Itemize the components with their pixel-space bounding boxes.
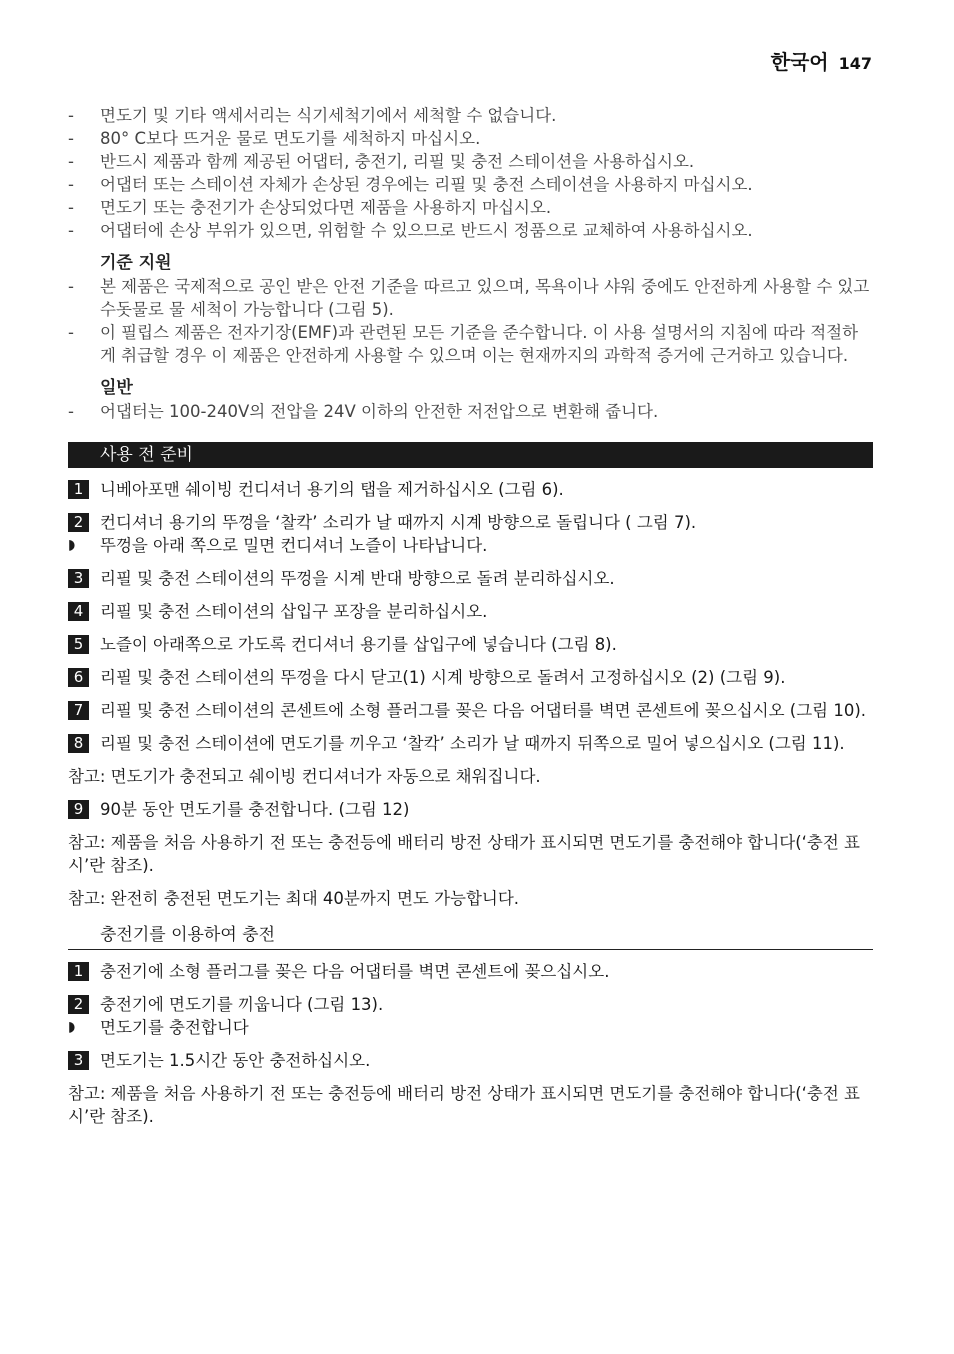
- step-item: 8 리필 및 충전 스테이션에 면도기를 끼우고 ‘찰칵’ 소리가 날 때까지 뒤쪽으로 밀어 넣으십시오 (그림 11).: [68, 732, 873, 755]
- general-list: [68, 400, 873, 423]
- list-item: - 어댑터 또는 스테이션 자체가 손상된 경우에는 리필 및 충전 스테이션을 사용하지 마십시오.: [68, 175, 753, 194]
- step-item: 2 충전기에 면도기를 끼웁니다 (그림 13). ◗ 면도기를 충전합니다: [68, 993, 873, 1039]
- step-result: ◗ 뚜껑을 아래 쪽으로 밀면 컨디셔너 노즐이 나타납니다.: [68, 536, 488, 555]
- list-item: - 어댑터에 손상 부위가 있으면, 위험할 수 있으므로 반드시 정품으로 교체하여 사용하십시오.: [68, 221, 753, 240]
- charger-steps: [68, 960, 873, 1128]
- section-heading-bar: 사용 전 준비: [68, 442, 873, 468]
- list-item: - 면도기 및 기타 액세서리는 식기세척기에서 세척할 수 없습니다.: [68, 106, 557, 125]
- note-text: 참고: 완전히 충전된 면도기는 최대 40분까지 면도 가능합니다.: [68, 889, 520, 908]
- note-text: 참고: 제품을 처음 사용하기 전 또는 충전등에 배터리 방전 상태가 표시되면 면도기를 충전해야 합니다(‘충전 표시’란 참조).: [68, 833, 860, 875]
- list-item: - 어댑터는 100-240V의 전압을 24V 이하의 안전한 저전압으로 변환해 줍니다.: [68, 402, 659, 421]
- warning-list: [68, 104, 873, 242]
- note-text: 참고: 제품을 처음 사용하기 전 또는 충전등에 배터리 방전 상태가 표시되면 면도기를 충전해야 합니다(‘충전 표시’란 참조).: [68, 1084, 860, 1126]
- step-item: 4 리필 및 충전 스테이션의 삽입구 포장을 분리하십시오.: [68, 600, 873, 623]
- step-item: 9 90분 동안 면도기를 충전합니다. (그림 12): [68, 798, 873, 821]
- step-item: 1 충전기에 소형 플러그를 꽂은 다음 어댑터를 벽면 콘센트에 꽂으십시오.: [68, 960, 873, 983]
- step-item: 7 리필 및 충전 스테이션의 콘센트에 소형 플러그를 꽂은 다음 어댑터를 벽면 콘센트에 꽂으십시오 (그림 10).: [68, 699, 873, 722]
- step-item: 2 컨디셔너 용기의 뚜껑을 ‘찰칵’ 소리가 날 때까지 시계 방향으로 돌립니다 ( 그림 7). ◗ 뚜껑을 아래 쪽으로 밀면 컨디셔너 노즐이 나타납니다.: [68, 511, 873, 557]
- note-text: 참고: 면도기가 충전되고 쉐이빙 컨디셔너가 자동으로 채워집니다.: [68, 767, 541, 786]
- charger-heading: 충전기를 이용하여 충전: [68, 924, 873, 950]
- step-item: 1 니베아포맨 쉐이빙 컨디셔너 용기의 탭을 제거하십시오 (그림 6).: [68, 478, 873, 501]
- page-number: 147: [838, 54, 872, 73]
- document-body: [68, 104, 873, 1138]
- step-item: 3 리필 및 충전 스테이션의 뚜껑을 시계 반대 방향으로 돌려 분리하십시오.: [68, 567, 873, 590]
- language-label: 한국어: [770, 50, 829, 74]
- compliance-list: [68, 275, 873, 367]
- step-item: 5 노즐이 아래쪽으로 가도록 컨디셔너 용기를 삽입구에 넣습니다 (그림 8).: [68, 633, 873, 656]
- result-marker-icon: ◗: [68, 537, 76, 553]
- result-marker-icon: ◗: [68, 1019, 76, 1035]
- list-item: - 반드시 제품과 함께 제공된 어댑터, 충전기, 리필 및 충전 스테이션을 사용하십시오.: [68, 152, 695, 171]
- step-result: ◗ 면도기를 충전합니다: [68, 1018, 249, 1037]
- general-heading: 일반: [100, 378, 133, 398]
- page-header: [771, 46, 872, 75]
- list-item: - 이 필립스 제품은 전자기장(EMF)과 관련된 모든 기준을 준수합니다. 이 사용 설명서의 지침에 따라 적절하게 취급할 경우 이 제품은 안전하게 사용할 수 있으며 이는 현재까지의 과학적 증거에 근거하고 있습니다.: [68, 323, 859, 365]
- step-item: 3 면도기는 1.5시간 동안 충전하십시오.: [68, 1049, 873, 1072]
- list-item: - 80° C보다 뜨거운 물로 면도기를 세척하지 마십시오.: [68, 129, 481, 148]
- list-item: - 본 제품은 국제적으로 공인 받은 안전 기준을 따르고 있으며, 목욕이나 샤워 중에도 안전하게 사용할 수 있고 수돗물로 물 세척이 가능합니다 (그림 5).: [68, 277, 870, 319]
- step-item: 6 리필 및 충전 스테이션의 뚜껑을 다시 닫고(1) 시계 방향으로 돌려서 고정하십시오 (2) (그림 9).: [68, 666, 873, 689]
- list-item: - 면도기 또는 충전기가 손상되었다면 제품을 사용하지 마십시오.: [68, 198, 552, 217]
- compliance-heading: 기준 지원: [100, 253, 172, 273]
- prep-steps: [68, 478, 873, 910]
